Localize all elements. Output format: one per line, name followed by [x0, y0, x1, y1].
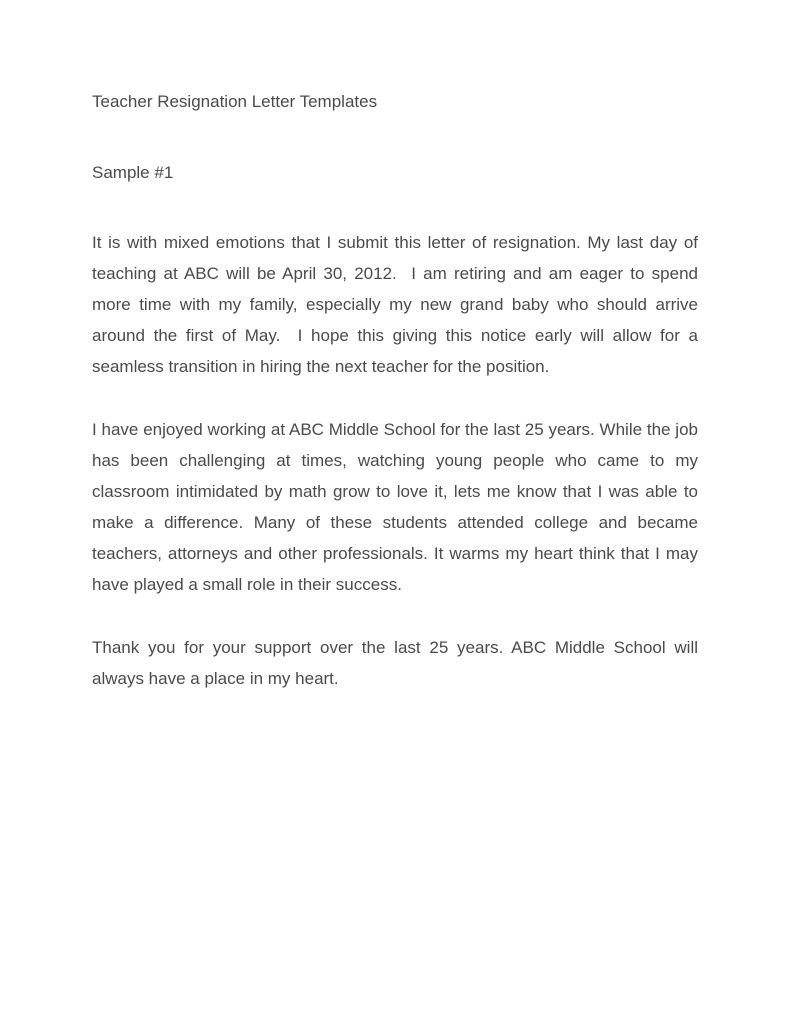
letter-paragraph-3: Thank you for your support over the last 25 years. ABC Middle School will always have a place in my heart. — [92, 638, 703, 688]
letter-paragraph-1: It is with mixed emotions that I submit this letter of resignation. My last day of teaching at ABC will be April 30, 2012. I am retiring and am eager to spend more time with my family, especially my new grand baby who should arrive around the first of May. I hope this giving this notice early will allow for a seamless transition in hiring the next teacher for the position. — [92, 233, 703, 376]
letter-paragraph-2: I have enjoyed working at ABC Middle School for the last 25 years. While the job has been challenging at times, watching young people who came to my classroom intimidated by math grow to love it, lets me know that I was able to make a difference. Many of these students attended college and became teachers, attorneys and other professionals. It warms my heart think that I may have played a small role in their success. — [92, 420, 703, 594]
document-title: Teacher Resignation Letter Templates — [92, 92, 378, 111]
sample-label: Sample #1 — [92, 163, 174, 182]
